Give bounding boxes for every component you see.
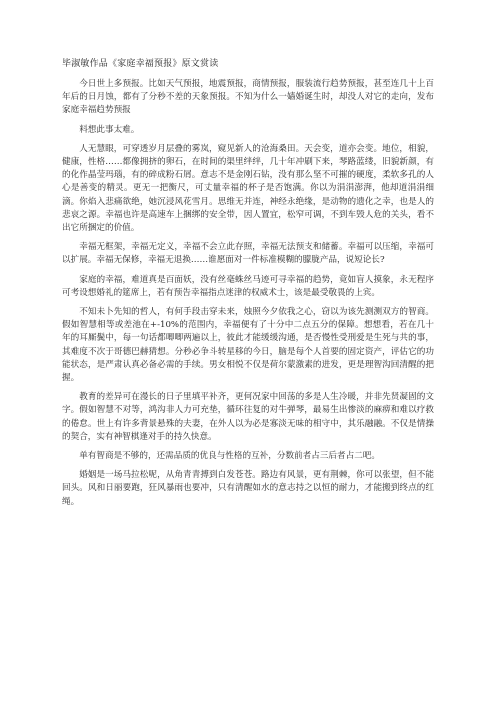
paragraph-4: 幸福无框架，幸福无定义，幸福不会立此存照，幸福无法预支和储蓄。幸福可以压缩，幸福可以扩展。幸福无保修，幸福无退换……谁愿面对一件标准模糊的朦胧产品，说短论长? [62, 242, 434, 266]
paragraph-7: 教育的差异可在漫长的日子里填平补齐，更何况家中回荡的多是人生冷暖，并非先贤凝固的文字。假如智慧不对等，鸿沟非人力可充垫，循环往复的对牛弹琴，最易生出惨淡的麻痹和难以疗救的倦怠。世上有许多背景悬殊的夫妻，在外人以为必是寡淡无味的相守中，其乐融融。不仅是情操的契合，实有神智棋逢对手的持久快意。 [62, 392, 434, 442]
document-title: 毕淑敏作品《家庭幸福预报》原文赏读 [62, 59, 219, 69]
paragraph-5: 家庭的幸福，难道真是百面妖，没有丝毫蛛丝马迹可寻幸福的趋势，竟如盲人摸象，永无程序可考设想婚礼的筵席上，若有预告幸福指点迷津的权威术士，该是最受敬畏的上宾。 [62, 274, 434, 298]
document-page [62, 58, 434, 515]
paragraph-2: 料想此事太难。 [79, 124, 140, 135]
paragraph-8: 单有智商是不够的，还需品质的优良与性格的互补，分数前者占三后者占二吧。 [79, 451, 380, 462]
paragraph-1: 今日世上多预报。比如天气预报，地震预报，商情预报，服装流行趋势预报，甚至连几十上百年后的日月蚀，都有了分秒不差的天象预报。不知为什么一嫱婚诞生时，却没人对它的走向，发布家庭幸福趋势预报 [62, 79, 434, 116]
paragraph-6: 不知未卜先知的哲人，有何手段击穿未来，烛照今夕依我之心，窃以为该先测测双方的智商。假如智慧相等或差池在+-10%的范围内，幸福便有了十分中二点五分的保障。想想看，若在几十年的耳厮鬓中，每一句话都唧唧两遍以上，彼此才能缓缓沟通，是否慢性受刑爱是生死与共的事，其难度不次于哥德巴赫猜想。分秒必争斗转星移的今日，脑是每个人首要的固定资产，评估它的功能状态，是严肃认真必备必需的手续。男女相悦不仅是荷尔蒙激素的进发，更是理智沟回清醒的把握。 [62, 307, 434, 384]
paragraph-9: 婚姻是一场马拉松呢，从角青青搏到白发苍苍。路边有风景，更有荆棘，你可以张望，但不能回头。风和日丽要跑，狂风暴雨也要冲，只有清醒如水的意志持之以恒的耐力，才能搬到终点的红绳。 [62, 470, 434, 507]
paragraph-3: 人无慧眼，可穿透岁月层叠的雾岚，窥见新人的沧海桑田。天会变，道亦会变。地位，相貌，健康，性格……都像拥挤的卵石，在时间的渠里绊绊，几十年冲刷下来，琴路蓝缕，旧貌新颜，有的化作晶莹玛瑙，有的碎成粉石屑。意志不是金刚石钻，没有那么坚不可摧的硬度，柔软多孔的人心是善变的精灵。更无一把衡尺，可丈量幸福的杯子是否饱满。你以为涓涓澎湃，他却道涓涓细滴。你焰入悲痛欲绝，她沉浸风花雪月。思维无并连，神经永绝缘，是动物的遗化之幸，也是人的悲哀之源。幸福也许是高速车上捆绑的安全带，因人置宜，松窄可调，不到车毁人危的关头，看不出它所捆定的价值。 [62, 143, 434, 234]
